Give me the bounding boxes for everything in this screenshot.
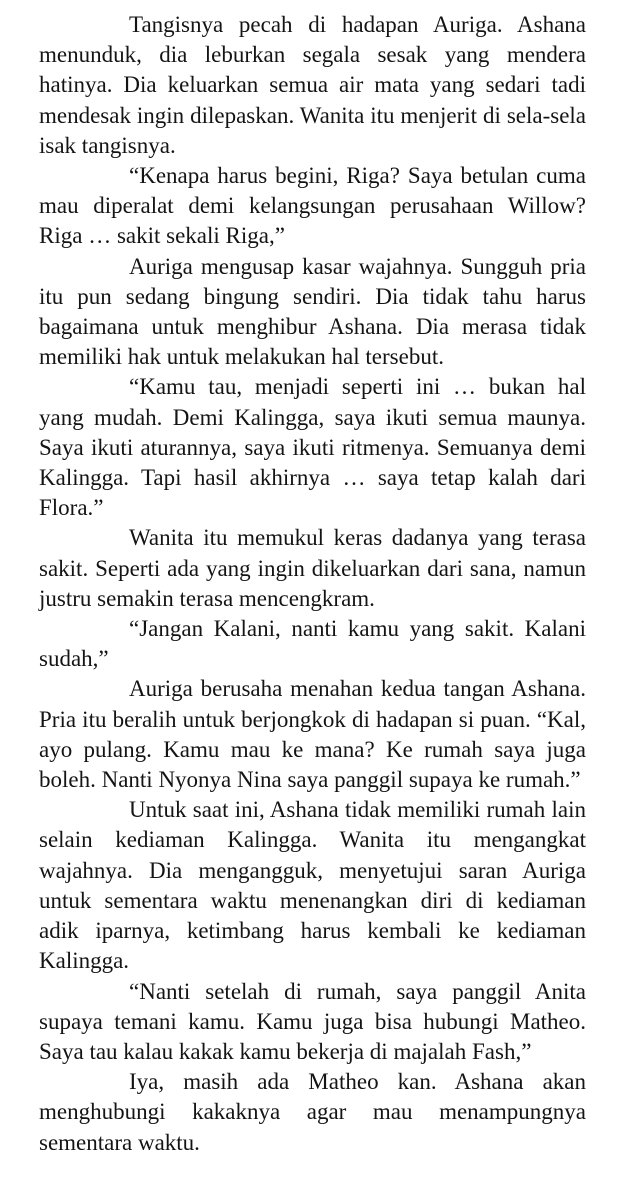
paragraph: Iya, masih ada Matheo kan. Ashana akan menghubungi kakaknya agar mau menampungnya sementara waktu. <box>39 1069 586 1155</box>
paragraph: “Nanti setelah di rumah, saya panggil Anita supaya temani kamu. Kamu juga bisa hubungi Matheo. Saya tau kalau kakak kamu bekerja di majalah Fash,” <box>39 978 586 1064</box>
paragraph: Untuk saat ini, Ashana tidak memiliki rumah lain selain kediaman Kalingga. Wanita itu mengangkat wajahnya. Dia mengangguk, menyetujui saran Auriga untuk sementara waktu menenangkan diri di kediaman adik iparnya, ketimbang harus kembali ke kediaman Kalingga. <box>39 797 586 974</box>
paragraph: “Kamu tau, menjadi seperti ini … bukan hal yang mudah. Demi Kalingga, saya ikuti semua maunya. Saya ikuti aturannya, saya ikuti ritmenya. Semuanya demi Kalingga. Tapi hasil akhirnya … saya tetap kalah dari Flora.” <box>39 374 586 521</box>
paragraph: “Jangan Kalani, nanti kamu yang sakit. Kalani sudah,” <box>39 616 586 672</box>
paragraph: Wanita itu memukul keras dadanya yang terasa sakit. Seperti ada yang ingin dikeluarkan dari sana, namun justru semakin terasa mencengkram. <box>39 525 586 611</box>
paragraph: “Kenapa harus begini, Riga? Saya betulan cuma mau diperalat demi kelangsungan perusahaan Willow? Riga … sakit sekali Riga,” <box>39 163 586 249</box>
paragraph: Tangisnya pecah di hadapan Auriga. Ashana menunduk, dia leburkan segala sesak yang mendera hatinya. Dia keluarkan semua air mata yang sedari tadi mendesak ingin dilepaskan. Wanita itu menjerit di sela-sela isak tangisnya. <box>39 12 586 158</box>
paragraph: Auriga berusaha menahan kedua tangan Ashana. Pria itu beralih untuk berjongkok di hadapan si puan. “Kal, ayo pulang. Kamu mau ke mana? Ke rumah saya juga boleh. Nanti Nyonya Nina saya panggil supaya ke rumah.” <box>39 676 586 793</box>
paragraph: Auriga mengusap kasar wajahnya. Sungguh pria itu pun sedang bingung sendiri. Dia tidak tahu harus bagaimana untuk menghibur Ashana. Dia merasa tidak memiliki hak untuk melakukan hal tersebut. <box>39 253 586 370</box>
